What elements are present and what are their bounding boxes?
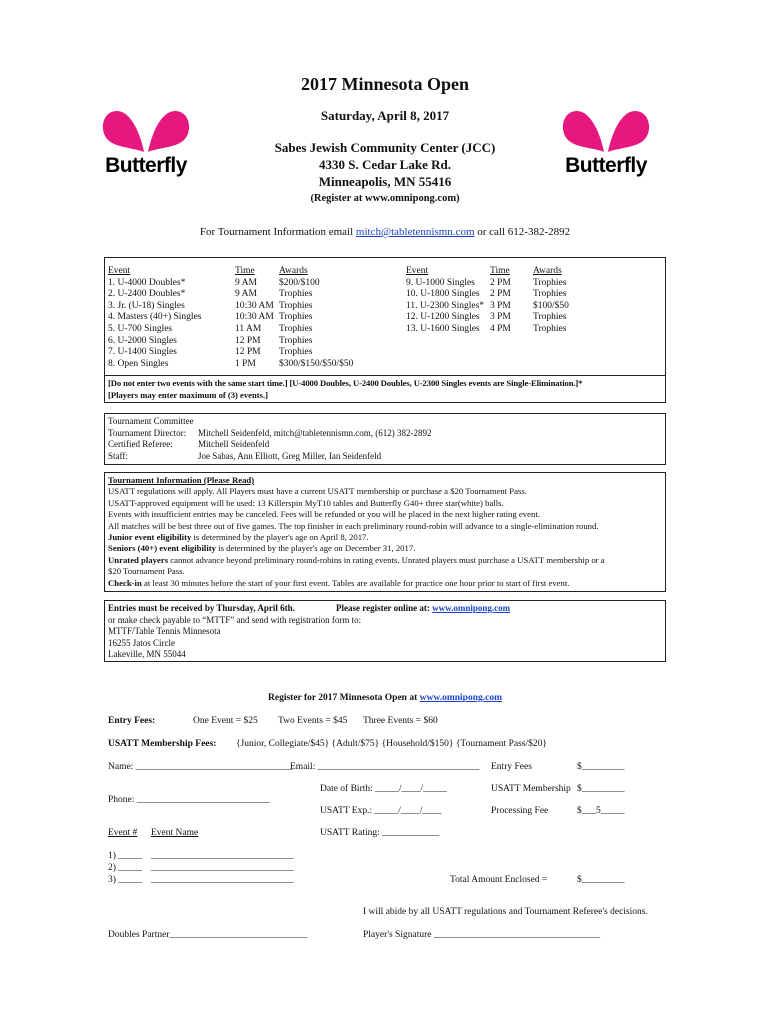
- events-right-awards: [533, 266, 569, 336]
- info-checkin: [108, 578, 662, 589]
- info-line-1: USATT regulations will apply. All Players must have a current USATT membership or purchase a $20 Tournament Pass.: [108, 486, 527, 497]
- info-line-4: All matches will be best three out of five games. The top finisher in each preliminary round-robin will advance to a single-elimination round.: [108, 520, 599, 531]
- entries-addr-1: MTTF/Table Tennis Minnesota: [108, 626, 221, 636]
- events-left-awards: [279, 266, 353, 370]
- event-1: 1. U-4000 Doubles*: [108, 277, 186, 288]
- event-13: 13. U-1600 Singles: [406, 323, 480, 334]
- events-left-names: [108, 266, 202, 370]
- director-label: Tournament Director:: [108, 427, 187, 438]
- info-email-link[interactable]: mitch@tabletennismn.com: [355, 226, 475, 238]
- entry-fees-row-label: Entry Fees: [491, 762, 532, 772]
- venue-city: Minneapolis, MN 55416: [318, 174, 452, 189]
- event-1-number[interactable]: 1) _____: [108, 851, 143, 861]
- event-7-award: Trophies: [279, 347, 313, 358]
- event-9-award: Trophies: [533, 277, 567, 288]
- entry-fees-amount[interactable]: $_________: [577, 762, 625, 772]
- event-10-award: Trophies: [533, 289, 567, 300]
- event-1-time: 9 AM: [235, 277, 257, 288]
- event-2-award: Trophies: [279, 289, 313, 300]
- info-line-3: Events with insufficient entries may be canceled. Fees will be refunded or you will be placed in the next higher rating event.: [108, 509, 540, 520]
- register-note: (Register at www.omnipong.com): [310, 193, 460, 204]
- event-10: 10. U-1800 Singles: [406, 289, 480, 300]
- committee-director: [108, 428, 662, 440]
- event-2-name[interactable]: ______________________________: [151, 863, 294, 873]
- event-3-award: Trophies: [279, 300, 313, 311]
- event-8: 8. Open Singles: [108, 358, 169, 369]
- events-header-time: Time: [235, 266, 255, 276]
- membership-amount[interactable]: $_________: [577, 784, 625, 794]
- info-prefix: For Tournament Information email: [199, 226, 356, 238]
- unrated-text: cannot advance beyond preliminary round-robins in rating events. Unrated players must purchase a USATT membership or a: [168, 554, 605, 565]
- committee-referee: [108, 439, 662, 451]
- info-line-2: USATT-approved equipment will be used: 13 Killerspin MyT10 tables and Butterfly G40+ three star(white) balls.: [108, 497, 504, 508]
- events-header-event: Event: [108, 266, 131, 276]
- events-right-names: [406, 266, 484, 336]
- event-3-name[interactable]: ______________________________: [151, 875, 294, 885]
- entries-box: [104, 600, 666, 662]
- event-7-time: 12 PM: [235, 347, 261, 358]
- seniors-text: is determined by the player's age on December 31, 2017.: [215, 543, 416, 554]
- event-8-time: 1 PM: [235, 358, 256, 369]
- junior-text: is determined by the player's age on April 8, 2017.: [191, 532, 369, 543]
- event-9-time: 2 PM: [490, 277, 511, 288]
- events-header-awards: Awards: [279, 266, 308, 276]
- membership-options: {Junior, Collegiate/$45} {Adult/$75} {Household/$150} {Tournament Pass/$20}: [236, 739, 547, 749]
- event-8-award: $300/$150/$50/$50: [279, 358, 354, 369]
- event-13-award: Trophies: [533, 323, 567, 334]
- info-unrated: [108, 555, 662, 566]
- register-heading: [0, 693, 770, 703]
- events-header-event-right: Event: [406, 266, 429, 276]
- info-junior: [108, 532, 662, 543]
- committee-heading: Tournament Committee: [108, 416, 194, 426]
- event-number-header: Event #: [108, 828, 138, 838]
- info-line: [0, 226, 770, 238]
- events-header-awards-right: Awards: [533, 266, 562, 276]
- event-date: Saturday, April 8, 2017: [320, 108, 450, 123]
- events-notes-box: [104, 375, 666, 403]
- event-10-time: 2 PM: [490, 289, 511, 300]
- event-12: 12. U-1200 Singles: [406, 312, 480, 323]
- events-right-times: [490, 266, 511, 336]
- event-12-award: Trophies: [533, 312, 567, 323]
- usatt-exp-field[interactable]: USATT Exp.: _____/____/____: [320, 806, 442, 816]
- event-3-number[interactable]: 3) _____: [108, 875, 143, 885]
- events-note-2: [Players may enter maximum of (3) events.]: [108, 389, 268, 400]
- register-prefix: Register for 2017 Minnesota Open at: [268, 693, 420, 703]
- total-amount[interactable]: $_________: [577, 875, 625, 885]
- events-header-time-right: Time: [490, 266, 510, 276]
- usatt-rating-field[interactable]: USATT Rating: ____________: [320, 828, 440, 838]
- event-12-time: 3 PM: [490, 312, 511, 323]
- staff-label: Staff:: [108, 450, 128, 461]
- event-4-time: 10:30 AM: [235, 312, 274, 323]
- entries-addr-2: 16255 Jatos Circle: [108, 637, 175, 648]
- entry-fees-label: Entry Fees:: [108, 716, 156, 726]
- junior-label: Junior event eligibility: [108, 532, 192, 543]
- event-2: 2. U-2400 Doubles*: [108, 289, 186, 300]
- page-title: 2017 Minnesota Open: [300, 74, 469, 94]
- fee-one-event: One Event = $25: [193, 716, 258, 726]
- fee-three-events: Three Events = $60: [363, 716, 438, 726]
- event-6: 6. U-2000 Singles: [108, 335, 177, 346]
- event-5: 5. U-700 Singles: [108, 323, 173, 334]
- dob-field[interactable]: Date of Birth: _____/____/_____: [320, 784, 447, 794]
- unrated-label: Unrated players: [108, 554, 169, 565]
- director-value: Mitchell Seidenfeld, mitch@tabletennismn.com, (612) 382-2892: [198, 427, 432, 438]
- venue-name: Sabes Jewish Community Center (JCC): [274, 140, 496, 155]
- logo-text: Butterfly: [565, 154, 647, 177]
- name-field[interactable]: Name: _________________________________: [108, 762, 293, 772]
- fee-two-events: Two Events = $45: [278, 716, 348, 726]
- email-field[interactable]: Email: __________________________________: [290, 762, 480, 772]
- info-seniors: [108, 543, 662, 554]
- checkin-text: at least 30 minutes before the start of your first event. Tables are available for practice one hour prior to start of first event.: [141, 577, 570, 588]
- event-6-time: 12 PM: [235, 335, 261, 346]
- event-1-name[interactable]: ______________________________: [151, 851, 294, 861]
- event-name-header: Event Name: [151, 828, 199, 838]
- event-4-award: Trophies: [279, 312, 313, 323]
- processing-amount: $___5_____: [577, 806, 625, 816]
- staff-value: Joe Sabas, Ann Elliott, Greg Miller, Ian Seidenfeld: [198, 450, 382, 461]
- logo-text: Butterfly: [105, 154, 187, 177]
- entries-check: or make check payable to “MTTF” and send with registration form to:: [108, 614, 362, 625]
- event-11-time: 3 PM: [490, 300, 511, 311]
- referee-label: Certified Referee:: [108, 439, 173, 449]
- event-13-time: 4 PM: [490, 323, 511, 334]
- online-prefix: Please register online at:: [336, 603, 433, 613]
- tournament-info-heading: Tournament Information (Please Read): [108, 475, 255, 485]
- abide-statement: I will abide by all USATT regulations and Tournament Referee's decisions.: [363, 907, 648, 917]
- omnipong-link[interactable]: www.omnipong.com: [432, 603, 511, 613]
- seniors-label: Seniors (40+) event eligibility: [108, 543, 216, 554]
- processing-row-label: Processing Fee: [491, 806, 549, 816]
- entries-addr-3: Lakeville, MN 55044: [108, 649, 186, 659]
- membership-label: USATT Membership Fees:: [108, 739, 217, 749]
- checkin-label: Check-in: [108, 577, 142, 588]
- info-unrated-2: $20 Tournament Pass.: [108, 566, 185, 577]
- events-note-1: [Do not enter two events with the same start time.] [U-4000 Doubles, U-2400 Doubles, U-2300 Singles events are Single-Elimination.]*: [108, 378, 583, 388]
- venue-street: 4330 S. Cedar Lake Rd.: [319, 157, 451, 172]
- event-9: 9. U-1000 Singles: [406, 277, 475, 288]
- event-7: 7. U-1400 Singles: [108, 347, 177, 358]
- events-left-times: [235, 266, 274, 370]
- doubles-partner-field[interactable]: Doubles Partner_____________________________: [108, 930, 308, 940]
- event-2-number[interactable]: 2) _____: [108, 863, 143, 873]
- event-3: 3. Jr. (U-18) Singles: [108, 300, 185, 311]
- signature-field[interactable]: Player's Signature ___________________________________: [363, 930, 601, 940]
- committee-staff: [108, 451, 662, 463]
- event-4: 4. Masters (40+) Singles: [108, 312, 202, 323]
- committee-box: [104, 413, 666, 465]
- entries-deadline-line: [108, 603, 662, 615]
- event-5-time: 11 AM: [235, 323, 262, 334]
- event-1-award: $200/$100: [279, 277, 320, 288]
- event-3-time: 10:30 AM: [235, 300, 274, 311]
- referee-value: Mitchell Seidenfeld: [198, 439, 270, 449]
- membership-row-label: USATT Membership: [491, 784, 571, 794]
- entries-deadline: Entries must be received by Thursday, April 6th.: [108, 603, 295, 613]
- phone-field[interactable]: Phone: ____________________________: [108, 795, 270, 805]
- event-11-award: $100/$50: [533, 300, 569, 311]
- event-11: 11. U-2300 Singles*: [406, 300, 485, 311]
- event-2-time: 9 AM: [235, 289, 257, 300]
- total-label: Total Amount Enclosed =: [450, 875, 548, 885]
- register-link[interactable]: www.omnipong.com: [419, 693, 502, 703]
- event-5-award: Trophies: [279, 323, 313, 334]
- event-6-award: Trophies: [279, 335, 313, 346]
- info-suffix: or call 612-382-2892: [474, 226, 571, 238]
- tournament-info-box: [104, 472, 666, 592]
